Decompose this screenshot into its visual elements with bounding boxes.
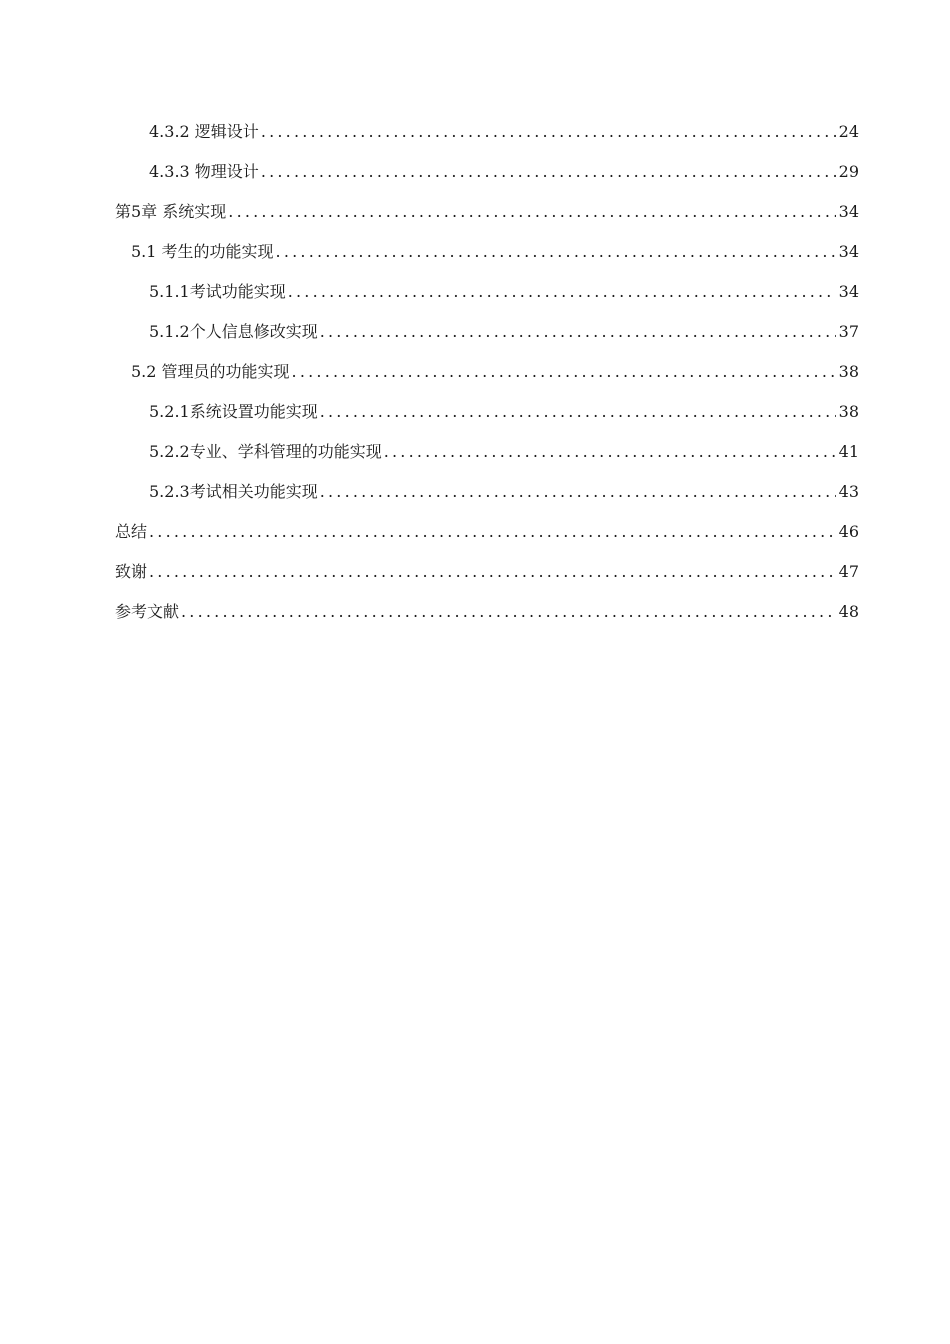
- toc-entry-page: 29: [838, 162, 859, 181]
- toc-dot-leader: [276, 238, 836, 266]
- toc-entry-acknowledgements[interactable]: [0, 558, 859, 586]
- toc-dot-leader: [149, 518, 836, 546]
- toc-entry-5-1-1[interactable]: [0, 278, 859, 306]
- toc-entry-label: 5.2 管理员的功能实现: [131, 362, 290, 381]
- toc-entry-label: 第5章 系统实现: [115, 202, 227, 221]
- toc-dot-leader: [228, 198, 835, 226]
- toc-entry-label: 致谢: [115, 562, 148, 581]
- toc-entry-page: 48: [838, 602, 859, 621]
- toc-dot-leader: [320, 318, 836, 346]
- toc-entry-page: 47: [838, 562, 859, 581]
- toc-entry-5-2[interactable]: [0, 358, 859, 386]
- toc-entry-label: 5.1.2个人信息修改实现: [149, 322, 318, 341]
- toc-entry-label: 5.2.3考试相关功能实现: [149, 482, 318, 501]
- toc-entry-5-2-3[interactable]: [0, 478, 859, 506]
- toc-entry-page: 46: [838, 522, 859, 541]
- toc-entry-page: 34: [838, 202, 859, 221]
- toc-dot-leader: [149, 558, 836, 586]
- toc-entry-label: 5.1 考生的功能实现: [131, 242, 274, 261]
- toc-entry-5-2-2[interactable]: [0, 438, 859, 466]
- toc-entry-label: 5.1.1考试功能实现: [149, 282, 286, 301]
- toc-entry-label: 4.3.3 物理设计: [149, 162, 259, 181]
- toc-entry-page: 34: [838, 242, 859, 261]
- toc-entry-page: 38: [838, 362, 859, 381]
- toc-entry-chapter-5[interactable]: [0, 198, 859, 226]
- toc-entry-5-1[interactable]: [0, 238, 859, 266]
- toc-dot-leader: [288, 278, 836, 306]
- toc-entry-page: 37: [838, 322, 859, 341]
- toc-entry-label: 总结: [115, 522, 148, 541]
- toc-entry-4-3-3[interactable]: [0, 158, 859, 186]
- toc-dot-leader: [320, 398, 836, 426]
- toc-entry-label: 5.2.1系统设置功能实现: [149, 402, 318, 421]
- toc-dot-leader: [261, 118, 836, 146]
- toc-entry-summary[interactable]: [0, 518, 859, 546]
- toc-entry-page: 24: [838, 122, 859, 141]
- toc-entry-page: 43: [838, 482, 859, 501]
- toc-entry-5-2-1[interactable]: [0, 398, 859, 426]
- toc-entry-page: 38: [838, 402, 859, 421]
- toc-entry-5-1-2[interactable]: [0, 318, 859, 346]
- toc-dot-leader: [320, 478, 836, 506]
- toc-entry-page: 41: [838, 442, 859, 461]
- toc-entry-4-3-2[interactable]: [0, 118, 859, 146]
- toc-dot-leader: [181, 598, 836, 626]
- toc-dot-leader: [292, 358, 836, 386]
- toc-entry-label: 参考文献: [115, 602, 180, 621]
- toc-entry-page: 34: [838, 282, 859, 301]
- toc-entry-label: 4.3.2 逻辑设计: [149, 122, 259, 141]
- toc-dot-leader: [261, 158, 836, 186]
- toc-dot-leader: [384, 438, 836, 466]
- toc-entry-references[interactable]: [0, 598, 859, 626]
- toc-entry-label: 5.2.2专业、学科管理的功能实现: [149, 442, 382, 461]
